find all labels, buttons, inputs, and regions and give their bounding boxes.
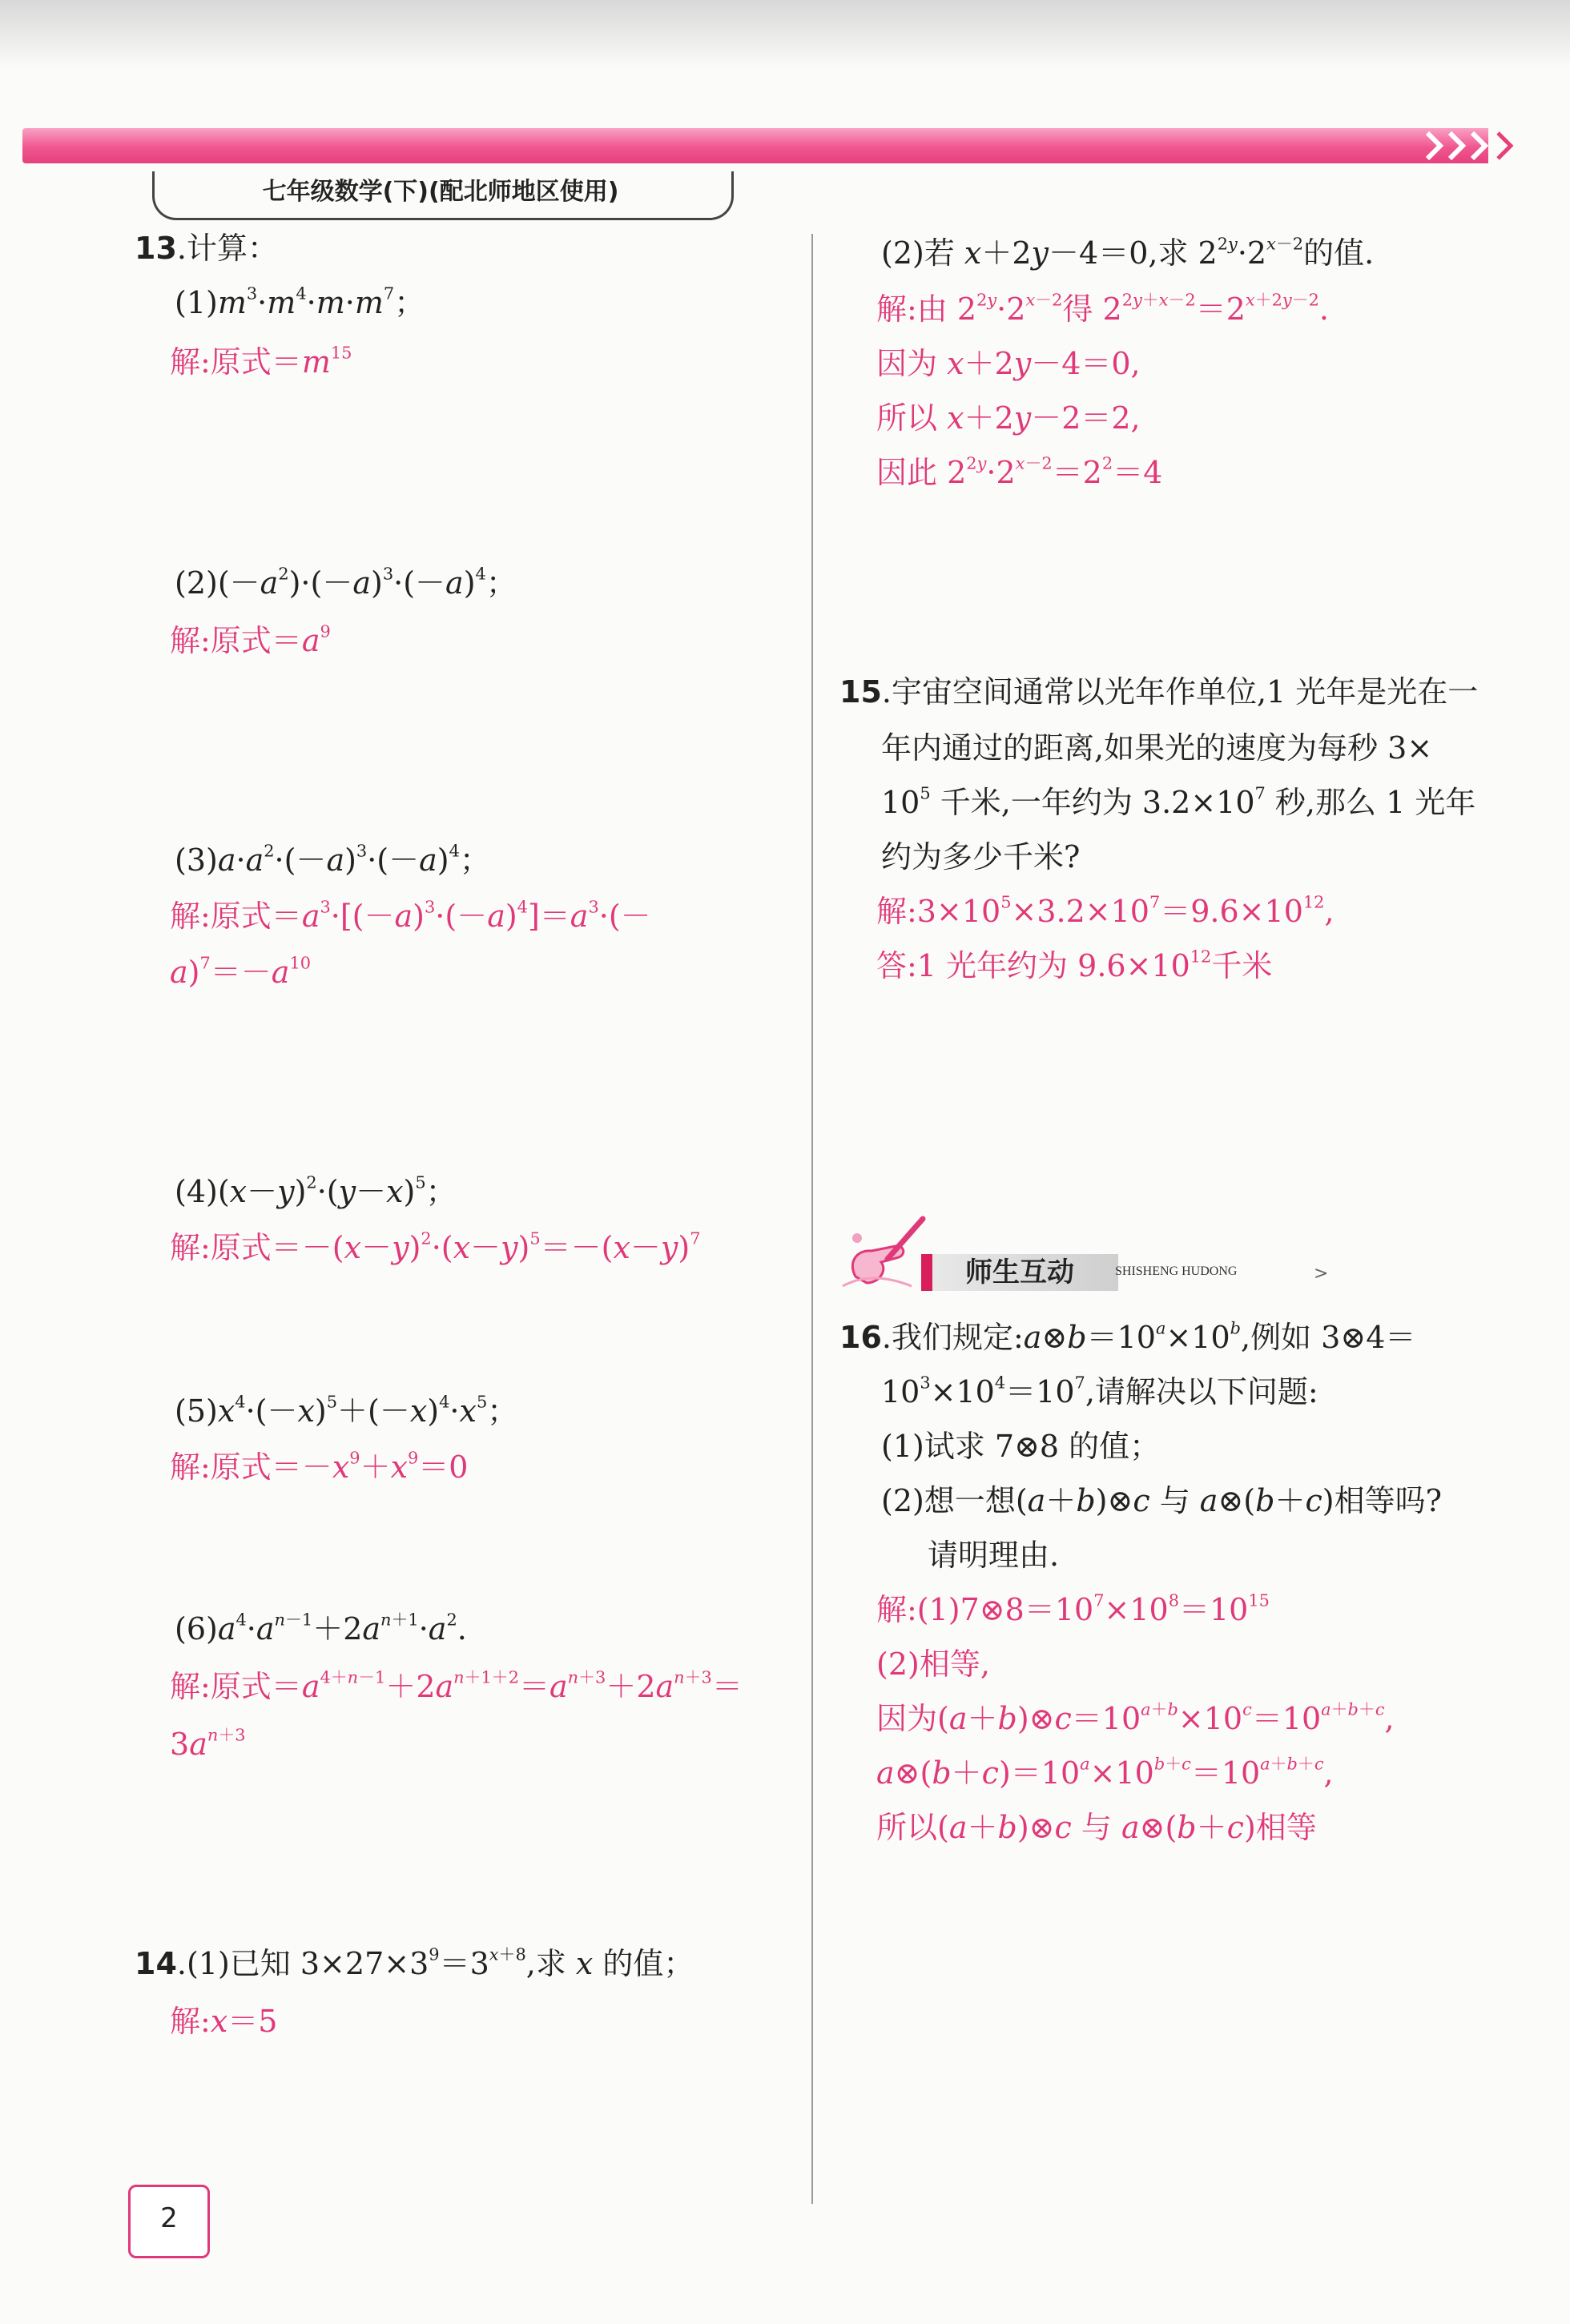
header-band <box>22 128 1488 163</box>
q13-part4-answer: 解:原式$=-(x-y)^2\cdot(x-y)^5=-(x-y)^7$ <box>170 1228 701 1265</box>
question-15-line2: 年内通过的距离,如果光的速度为每秒 3× <box>881 730 1433 766</box>
q14-part2-answer-line3: 所以 x＋2y－2＝2, <box>876 400 1141 436</box>
scan-top-shadow <box>0 0 1570 67</box>
question-14-number: 14 <box>135 1946 177 1981</box>
q13-part6-answer-line2: $3a^{n+3}$ <box>170 1725 246 1762</box>
q13-part5-answer: 解:原式$=-x^9+x^9=0$ <box>170 1448 469 1485</box>
q14-part2: (2)若 x＋2y－4＝0,求 $2^{2y}\cdot 2^{x-2}$的值. <box>881 234 1375 271</box>
q14-part1-answer: 解:x＝5 <box>170 2004 278 2039</box>
q13-part3-answer-line1: 解:原式$=a^3\cdot[(-a)^3\cdot(-a)^4]=a^3\cdot(-$ <box>170 897 651 934</box>
question-15-number: 15 <box>839 674 882 710</box>
page-number: 2 <box>160 2202 178 2234</box>
question-14: 14.(1)已知 $3\times 27\times 3^9=3^{x+8}$,求 x 的值； <box>135 1944 694 1981</box>
q14-part2-answer-line2: 因为 x＋2y－4＝0, <box>876 346 1141 381</box>
q13-part2: $(2)(-a^2)\cdot(-a)^3\cdot(-a)^4$； <box>175 564 517 601</box>
arrow-right-icon: > <box>1314 1264 1329 1284</box>
q13-part6: $(6)a^4\cdot a^{n-1}+2a^{n+1}\cdot a^2$. <box>175 1610 467 1647</box>
section-title: 师生互动 <box>965 1256 1074 1289</box>
q13-part2-answer: 解:原式$=a^9$ <box>170 621 331 658</box>
q13-part3-answer-line2: $a)^7=-a^{10}$ <box>170 953 312 990</box>
question-16-line1: 16.我们规定$:a\otimes b=10^a\times 10^b$,例如 3⊗4＝ <box>839 1318 1416 1355</box>
q16-part2-line2: 请明理由. <box>928 1538 1060 1573</box>
q16-answer-line4: $a\otimes(b+c)=10^a\times 10^{b+c}=10^{a+b+c}$, <box>876 1754 1334 1791</box>
q14-part2-answer-line1: 解:由 $2^{2y}\cdot 2^{x-2}$得 $2^{2y+x-2}=2^{x+2y-2}$. <box>876 290 1329 327</box>
q13-part1-answer: 解:原式$=m^{15}$ <box>170 343 352 380</box>
question-16-line2: $10^3\times 10^4=10^7$,请解决以下问题: <box>881 1373 1318 1409</box>
section-subtitle: SHISHENG HUDONG <box>1115 1265 1238 1278</box>
q13-part4: $(4)(x-y)^2\cdot(y-x)^5$； <box>175 1172 457 1209</box>
q13-part5: $(5)x^4\cdot(-x)^5+(-x)^4\cdot x^5$； <box>175 1392 518 1429</box>
header-title: 七年级数学(下)(配北师地区使用) <box>262 178 619 206</box>
question-15-line3: $10^5$ 千米,一年约为 $3.2\times 10^7$ 秒,那么 1 光年 <box>881 783 1476 820</box>
q13-part1: $(1)m^3\cdot m^4\cdot m\cdot m^7$； <box>175 283 425 320</box>
q16-part1: (1)试求 7⊗8 的值； <box>881 1429 1161 1464</box>
q16-answer-line3: 因为$(a+b)\otimes c=10^{a+b}\times 10^c=10^{a+b+c}$, <box>876 1699 1395 1736</box>
q15-answer-line1: 解$:3\times 10^5\times 3.2\times 10^7=9.6\times 10^{12}$, <box>876 892 1334 929</box>
q13-part6-answer-line1: 解:原式$=a^{4+n-1}+2a^{n+1+2}=a^{n+3}+2a^{n+3}=$ <box>170 1667 743 1704</box>
question-13-number: 13 <box>135 231 177 266</box>
question-15-line1: 15.宇宙空间通常以光年作单位,1 光年是光在一 <box>839 674 1479 710</box>
double-chevron-right-icon <box>1418 128 1530 163</box>
pen-hand-icon <box>839 1214 928 1291</box>
question-15-line4: 约为多少千米? <box>881 839 1081 875</box>
q15-answer-line2: 答:1 光年约为 $9.6\times 10^{12}$千米 <box>876 947 1273 983</box>
q14-part2-answer-line4: 因此 $2^{2y}\cdot 2^{x-2}=2^2=4$ <box>876 453 1163 490</box>
q16-answer-line5: 所以(a＋b)⊗c 与 a⊗(b＋c)相等 <box>876 1810 1317 1845</box>
question-13-title <box>135 231 278 266</box>
q13-part3: $(3)a\cdot a^2\cdot(-a)^3\cdot(-a)^4$； <box>175 841 490 878</box>
question-13-label: .计算： <box>176 231 278 266</box>
q16-answer-line2: (2)相等, <box>876 1647 990 1682</box>
column-divider <box>811 234 813 2204</box>
question-16-number: 16 <box>839 1320 882 1355</box>
q16-answer-line1: 解$:(1)7\otimes 8=10^7\times 10^8=10^{15}$ <box>876 1590 1270 1627</box>
q16-part2-line1: (2)想一想(a＋b)⊗c 与 a⊗(b＋c)相等吗? <box>881 1483 1442 1518</box>
